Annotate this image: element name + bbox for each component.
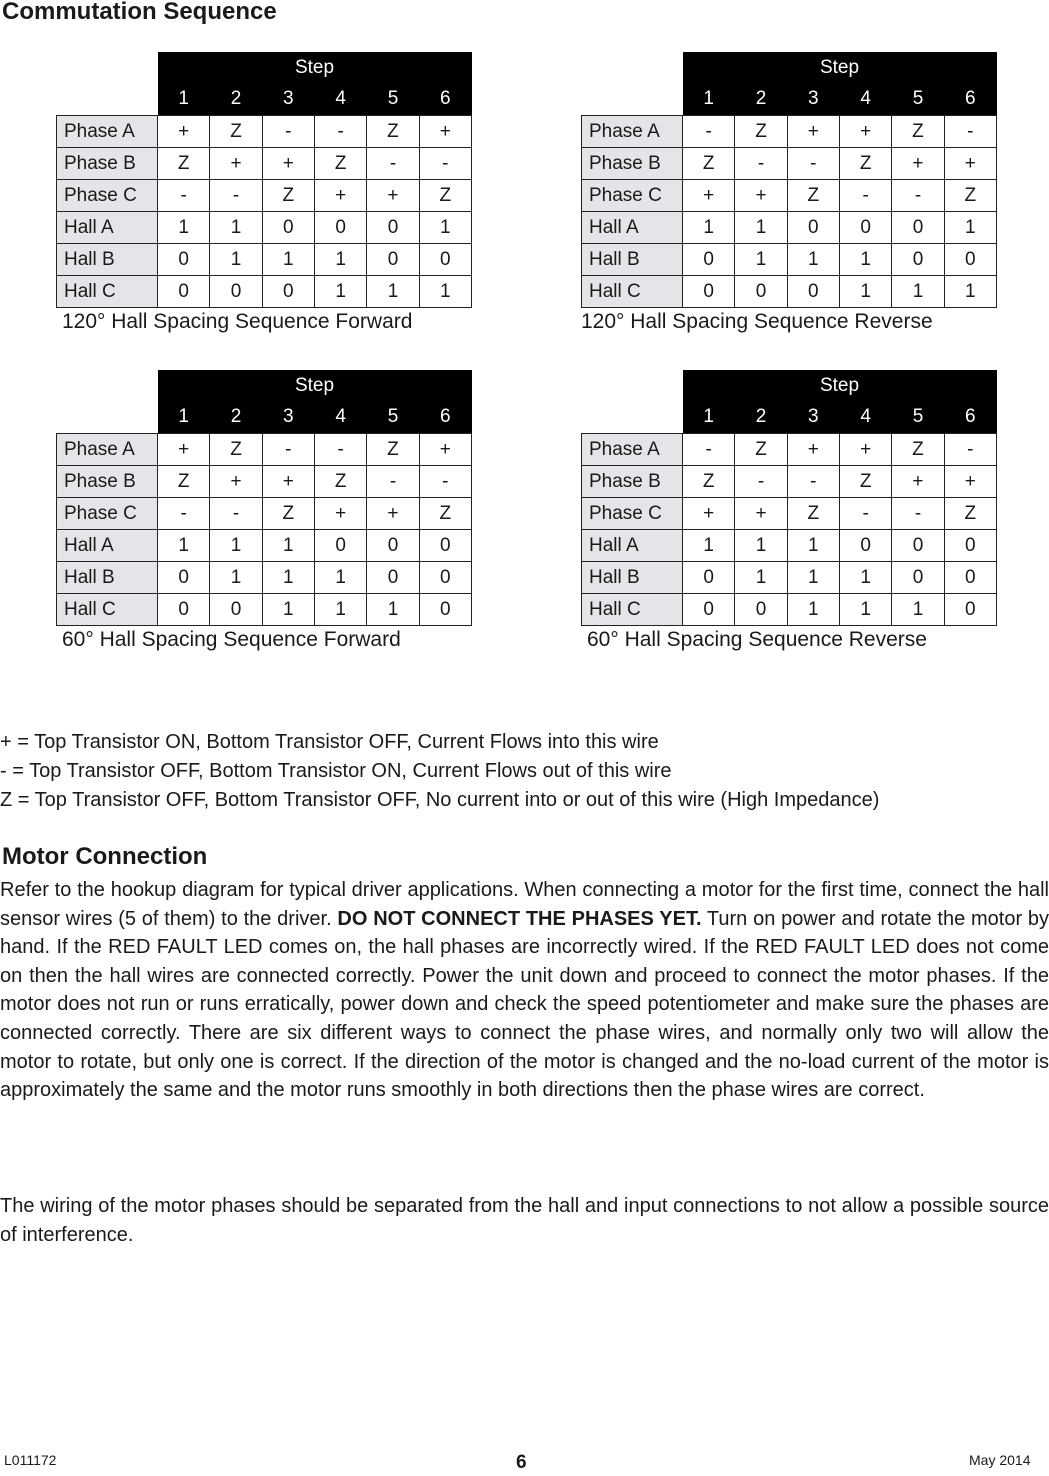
table-row — [57, 530, 472, 562]
table-cell: + — [944, 148, 996, 180]
table-cell: + — [735, 498, 787, 530]
table-cell: - — [683, 116, 735, 148]
warning-text: DO NOT CONNECT THE PHASES YET. — [337, 907, 702, 930]
table-cell: - — [367, 148, 419, 180]
table-cell: Z — [367, 116, 419, 148]
table-cell: 1 — [683, 212, 735, 244]
table-cell: + — [787, 434, 839, 466]
table-cell: + — [367, 498, 419, 530]
table-cell: 0 — [892, 212, 944, 244]
table-cell: - — [419, 148, 471, 180]
table-cell: Z — [735, 116, 787, 148]
row-label: Hall A — [57, 212, 158, 244]
table-row — [57, 148, 472, 180]
table-cell: - — [839, 180, 891, 212]
table-cell: Z — [787, 180, 839, 212]
step-number: 3 — [262, 401, 314, 434]
table-cell: + — [367, 180, 419, 212]
table-cell: 1 — [944, 276, 996, 308]
table-cell: Z — [262, 498, 314, 530]
table-cell: 1 — [262, 562, 314, 594]
row-label: Phase A — [582, 116, 683, 148]
table-cell: 0 — [367, 530, 419, 562]
table-cell: 0 — [367, 244, 419, 276]
table-cell: Z — [419, 498, 471, 530]
table-cell: 0 — [262, 276, 314, 308]
motor-connection-paragraph — [0, 876, 1049, 1105]
step-number: 2 — [210, 401, 262, 434]
table-cell: Z — [892, 434, 944, 466]
row-label: Phase A — [57, 116, 158, 148]
row-label: Phase C — [57, 498, 158, 530]
table-cell: 0 — [419, 562, 471, 594]
table-cell: 1 — [314, 594, 366, 626]
table-cell: Z — [735, 434, 787, 466]
table-cell: 1 — [892, 276, 944, 308]
table-cell: 0 — [314, 212, 366, 244]
table-cell: + — [683, 180, 735, 212]
table-cell: 0 — [210, 594, 262, 626]
step-number: 4 — [839, 83, 891, 116]
header-blank — [57, 370, 158, 401]
row-label: Hall C — [582, 276, 683, 308]
paragraph-text: Refer to the hookup diagram for typical driver applications. When connecting a motor for the first time, connect the hall sensor wires (5 of them) to the driver. — [0, 879, 1049, 930]
table-cell: 1 — [262, 594, 314, 626]
table-row — [57, 244, 472, 276]
step-number: 3 — [787, 83, 839, 116]
table-row — [57, 276, 472, 308]
step-header: Step — [683, 370, 997, 401]
legend-z: Z = Top Transistor OFF, Bottom Transistor OFF, No current into or out of this wire (High Impedance) — [0, 789, 880, 811]
table-cell: + — [839, 434, 891, 466]
page-title: Commutation Sequence — [2, 0, 277, 25]
table-cell: + — [210, 466, 262, 498]
document-date: May 2014 — [969, 1452, 1031, 1468]
table-row — [582, 244, 997, 276]
row-label: Phase A — [57, 434, 158, 466]
step-number: 2 — [210, 83, 262, 116]
table-row — [582, 180, 997, 212]
table-cell: 1 — [367, 276, 419, 308]
row-label: Hall B — [582, 244, 683, 276]
table-cell: Z — [158, 148, 210, 180]
table-cell: 1 — [367, 594, 419, 626]
table-cell: Z — [892, 116, 944, 148]
step-number: 5 — [892, 83, 944, 116]
table-cell: + — [787, 116, 839, 148]
table-row — [57, 498, 472, 530]
table-cell: - — [683, 434, 735, 466]
table-cell: - — [892, 180, 944, 212]
table-cell: 0 — [944, 594, 996, 626]
header-blank — [57, 83, 158, 116]
header-blank — [582, 52, 683, 83]
table-cell: - — [787, 466, 839, 498]
table-cell: - — [735, 148, 787, 180]
table-cell: Z — [944, 180, 996, 212]
step-number: 5 — [367, 83, 419, 116]
step-number: 6 — [944, 401, 996, 434]
legend-minus: - = Top Transistor OFF, Bottom Transistor ON, Current Flows out of this wire — [0, 760, 672, 782]
table-cell: - — [158, 180, 210, 212]
legend-plus: + = Top Transistor ON, Bottom Transistor OFF, Current Flows into this wire — [0, 731, 659, 753]
table-cell: 1 — [210, 562, 262, 594]
table-caption: 60° Hall Spacing Sequence Forward — [62, 628, 401, 651]
table-cell: Z — [839, 466, 891, 498]
symbol-legend — [0, 728, 879, 815]
step-number: 4 — [314, 83, 366, 116]
table-cell: 0 — [735, 594, 787, 626]
step-header: Step — [683, 52, 997, 83]
table-row — [582, 116, 997, 148]
table-cell: 1 — [787, 562, 839, 594]
table-cell: Z — [262, 180, 314, 212]
table-cell: 0 — [892, 562, 944, 594]
table-cell: 1 — [262, 530, 314, 562]
table-cell: + — [839, 116, 891, 148]
table-cell: 1 — [839, 594, 891, 626]
table-cell: - — [158, 498, 210, 530]
sequence-table-60-reverse — [581, 370, 997, 626]
row-label: Phase B — [57, 148, 158, 180]
step-number: 1 — [683, 83, 735, 116]
table-row — [57, 562, 472, 594]
table-cell: Z — [210, 116, 262, 148]
table-cell: - — [314, 116, 366, 148]
table-cell: Z — [158, 466, 210, 498]
header-blank — [57, 401, 158, 434]
table-cell: 0 — [683, 562, 735, 594]
table-cell: 0 — [683, 244, 735, 276]
table-cell: + — [158, 434, 210, 466]
header-blank — [582, 401, 683, 434]
row-label: Phase B — [582, 466, 683, 498]
table-cell: + — [314, 498, 366, 530]
table-cell: + — [892, 148, 944, 180]
table-cell: 0 — [787, 276, 839, 308]
table-cell: Z — [367, 434, 419, 466]
table-cell: 0 — [367, 562, 419, 594]
header-blank — [582, 370, 683, 401]
paragraph-text: Turn on power and rotate the motor by hand. If the RED FAULT LED comes on, the hall phases are incorrectly wired. If the RED FAULT LED does not come on then the hall wires are connected correctly. Power the unit down and proceed to connect the motor phases. If the motor does not run or runs erratically, power down and check the speed potentiometer and make sure the phases are connected correctly. There are six different ways to connect the phase wires, and normally only two will allow the motor to rotate, but only one is correct. If the direction of the motor is changed and the no-load current of the motor is approximately the same and the motor runs smoothly in both directions then the phase wires are correct. — [0, 907, 1049, 1102]
table-cell: - — [262, 116, 314, 148]
table-cell: Z — [683, 148, 735, 180]
table-cell: 1 — [262, 244, 314, 276]
table-cell: 1 — [839, 276, 891, 308]
step-number: 3 — [262, 83, 314, 116]
table-cell: 1 — [210, 244, 262, 276]
document-id: L011172 — [4, 1452, 57, 1468]
table-row — [582, 594, 997, 626]
table-cell: 1 — [314, 244, 366, 276]
table-row — [57, 466, 472, 498]
table-cell: 1 — [892, 594, 944, 626]
step-number: 6 — [419, 83, 471, 116]
table-cell: 0 — [944, 562, 996, 594]
table-cell: 1 — [419, 212, 471, 244]
table-cell: 0 — [419, 530, 471, 562]
table-cell: 1 — [158, 530, 210, 562]
step-number: 5 — [892, 401, 944, 434]
table-row — [582, 498, 997, 530]
row-label: Hall B — [57, 244, 158, 276]
table-caption: 60° Hall Spacing Sequence Reverse — [587, 628, 927, 651]
table-cell: Z — [683, 466, 735, 498]
table-cell: - — [944, 116, 996, 148]
row-label: Phase B — [582, 148, 683, 180]
table-cell: 0 — [419, 594, 471, 626]
table-cell: 0 — [944, 244, 996, 276]
table-row — [582, 276, 997, 308]
table-cell: 0 — [158, 244, 210, 276]
row-label: Phase C — [582, 498, 683, 530]
table-cell: + — [892, 466, 944, 498]
table-cell: 0 — [892, 244, 944, 276]
table-cell: + — [683, 498, 735, 530]
table-row — [57, 594, 472, 626]
table-cell: 0 — [158, 276, 210, 308]
table-cell: - — [262, 434, 314, 466]
row-label: Hall C — [582, 594, 683, 626]
table-caption: 120° Hall Spacing Sequence Reverse — [581, 310, 933, 333]
table-cell: 0 — [210, 276, 262, 308]
table-cell: + — [944, 466, 996, 498]
table-cell: 0 — [158, 562, 210, 594]
table-cell: - — [210, 498, 262, 530]
table-cell: - — [210, 180, 262, 212]
row-label: Hall A — [582, 212, 683, 244]
table-cell: 0 — [787, 212, 839, 244]
table-cell: 0 — [839, 530, 891, 562]
step-header: Step — [158, 52, 472, 83]
row-label: Hall B — [582, 562, 683, 594]
step-number: 1 — [158, 401, 210, 434]
table-row — [582, 148, 997, 180]
sequence-table-120-reverse — [581, 52, 997, 308]
table-cell: 1 — [683, 530, 735, 562]
table-cell: 1 — [839, 562, 891, 594]
table-cell: - — [314, 434, 366, 466]
table-cell: 1 — [839, 244, 891, 276]
table-cell: 0 — [158, 594, 210, 626]
table-cell: + — [262, 148, 314, 180]
table-cell: 0 — [683, 594, 735, 626]
table-row — [582, 530, 997, 562]
step-number: 2 — [735, 83, 787, 116]
table-caption: 120° Hall Spacing Sequence Forward — [62, 310, 413, 333]
step-number: 3 — [787, 401, 839, 434]
row-label: Hall A — [57, 530, 158, 562]
row-label: Phase C — [582, 180, 683, 212]
table-cell: 0 — [839, 212, 891, 244]
table-cell: 1 — [419, 276, 471, 308]
table-cell: Z — [314, 148, 366, 180]
table-cell: 0 — [419, 244, 471, 276]
step-number: 4 — [314, 401, 366, 434]
table-cell: 0 — [892, 530, 944, 562]
table-cell: - — [735, 466, 787, 498]
header-blank — [582, 83, 683, 116]
table-row — [57, 116, 472, 148]
table-cell: - — [944, 434, 996, 466]
table-cell: + — [314, 180, 366, 212]
table-cell: 0 — [944, 530, 996, 562]
row-label: Hall C — [57, 276, 158, 308]
table-cell: - — [367, 466, 419, 498]
row-label: Hall C — [57, 594, 158, 626]
step-number: 6 — [419, 401, 471, 434]
table-cell: 0 — [262, 212, 314, 244]
table-cell: 1 — [735, 244, 787, 276]
table-row — [57, 212, 472, 244]
table-cell: 1 — [787, 244, 839, 276]
step-number: 2 — [735, 401, 787, 434]
sequence-table-60-forward — [56, 370, 472, 626]
table-cell: - — [419, 466, 471, 498]
table-cell: 0 — [683, 276, 735, 308]
table-cell: 1 — [210, 212, 262, 244]
table-cell: 1 — [314, 562, 366, 594]
page-number: 6 — [516, 1452, 527, 1473]
table-row — [582, 434, 997, 466]
step-number: 1 — [158, 83, 210, 116]
table-row — [582, 212, 997, 244]
step-number: 4 — [839, 401, 891, 434]
header-blank — [57, 52, 158, 83]
table-cell: + — [210, 148, 262, 180]
row-label: Phase C — [57, 180, 158, 212]
table-cell: 0 — [735, 276, 787, 308]
table-cell: Z — [944, 498, 996, 530]
row-label: Phase B — [57, 466, 158, 498]
table-cell: 1 — [787, 530, 839, 562]
step-number: 1 — [683, 401, 735, 434]
step-header: Step — [158, 370, 472, 401]
table-cell: Z — [210, 434, 262, 466]
table-cell: 1 — [944, 212, 996, 244]
table-cell: 1 — [314, 276, 366, 308]
table-cell: 0 — [367, 212, 419, 244]
table-cell: + — [262, 466, 314, 498]
step-number: 5 — [367, 401, 419, 434]
row-label: Phase A — [582, 434, 683, 466]
table-cell: - — [787, 148, 839, 180]
row-label: Hall B — [57, 562, 158, 594]
table-cell: - — [892, 498, 944, 530]
table-cell: Z — [787, 498, 839, 530]
table-cell: Z — [839, 148, 891, 180]
table-cell: 1 — [787, 594, 839, 626]
step-number: 6 — [944, 83, 996, 116]
table-row — [57, 434, 472, 466]
sequence-table-120-forward — [56, 52, 472, 308]
table-cell: 1 — [735, 530, 787, 562]
wiring-separation-paragraph: The wiring of the motor phases should be separated from the hall and input connections to not allow a possible source of interference. — [0, 1195, 1049, 1246]
table-cell: + — [419, 116, 471, 148]
table-cell: + — [158, 116, 210, 148]
table-cell: Z — [314, 466, 366, 498]
table-row — [57, 180, 472, 212]
table-cell: - — [839, 498, 891, 530]
table-cell: 0 — [314, 530, 366, 562]
section-heading-motor-connection: Motor Connection — [2, 843, 208, 870]
table-cell: 1 — [735, 562, 787, 594]
table-row — [582, 562, 997, 594]
table-cell: + — [419, 434, 471, 466]
row-label: Hall A — [582, 530, 683, 562]
table-cell: 1 — [158, 212, 210, 244]
table-cell: 1 — [210, 530, 262, 562]
table-cell: + — [735, 180, 787, 212]
table-cell: Z — [419, 180, 471, 212]
table-cell: 1 — [735, 212, 787, 244]
table-row — [582, 466, 997, 498]
